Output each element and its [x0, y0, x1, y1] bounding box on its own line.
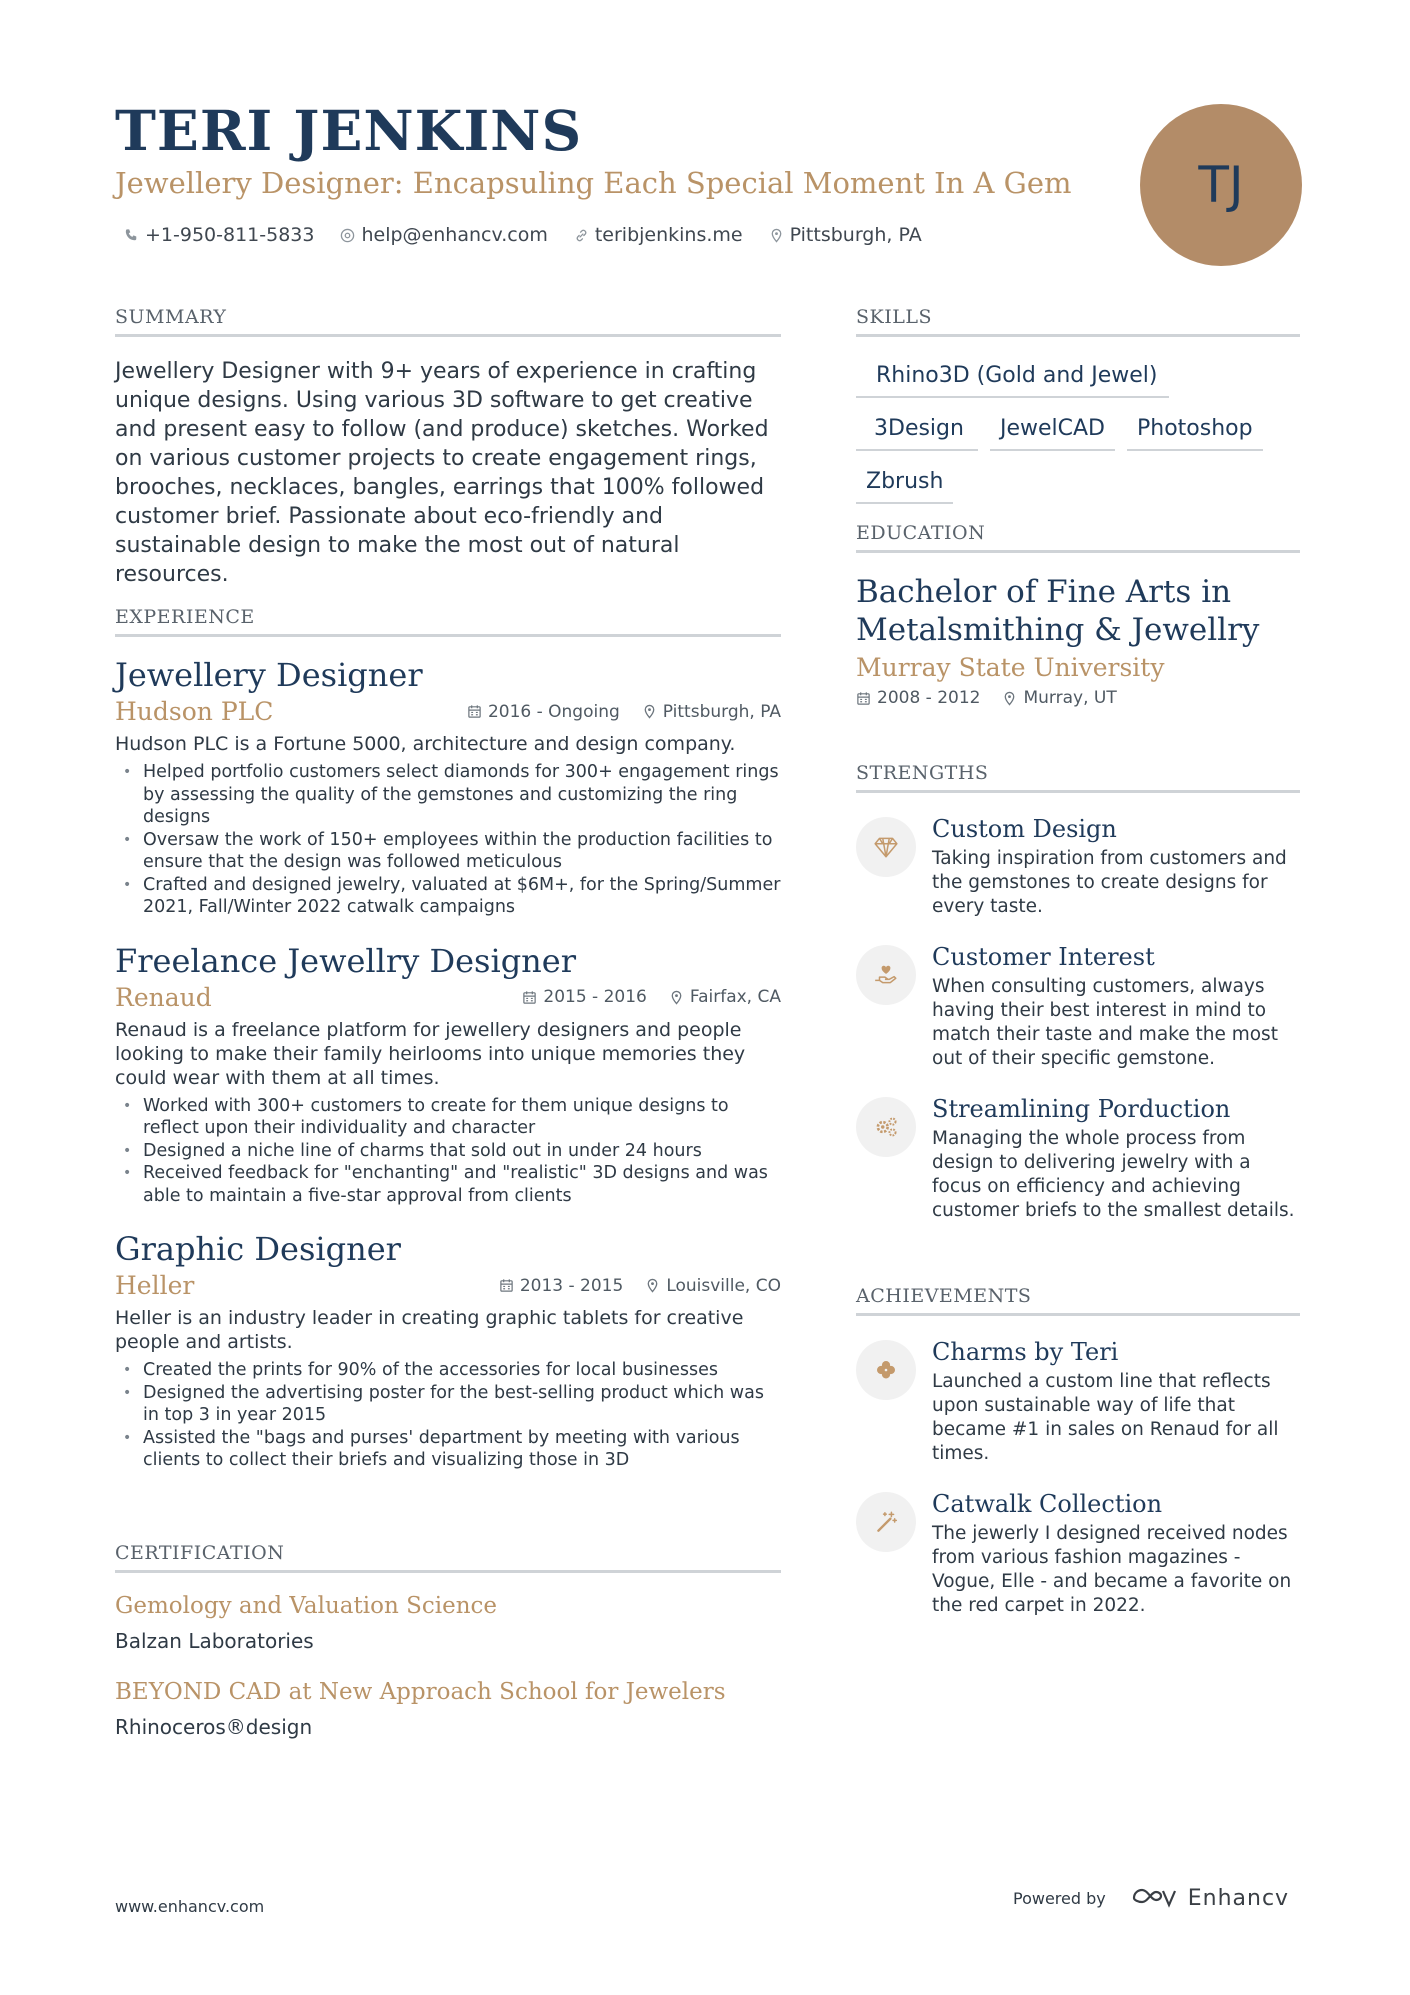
section-title: SUMMARY: [115, 306, 781, 337]
job-title: Freelance Jewellry Designer: [115, 941, 577, 980]
bullet-item: • Designed a niche line of charms that sold out in under 24 hours: [115, 1140, 781, 1163]
diamond-icon: [873, 834, 899, 860]
hand-heart-icon: [873, 962, 899, 988]
contact-website[interactable]: [574, 224, 743, 246]
job-location-text: Louisville, CO: [666, 1275, 781, 1296]
education-section: [856, 522, 1300, 708]
calendar-icon: [499, 1278, 514, 1293]
location-pin-icon: [669, 990, 684, 1005]
headline: Jewellery Designer: Encapsuling Each Special Moment In A Gem: [115, 166, 1072, 200]
degree-title: Bachelor of Fine Arts in Metalsmithing & Jewellry: [856, 574, 1260, 648]
bullet-item: • Assisted the "bags and purses' department by meeting with various clients to collect their briefs and visualizing those in 3D: [115, 1427, 781, 1472]
calendar-icon: [467, 704, 482, 719]
avatar-initials: TJ: [1198, 156, 1244, 214]
gears-icon: [873, 1114, 899, 1140]
strength-title: Custom Design: [932, 815, 1117, 843]
contact-email[interactable]: [340, 224, 547, 246]
at-icon: [340, 228, 355, 243]
contact-bar: [124, 224, 922, 246]
strength-title: Customer Interest: [932, 943, 1155, 971]
strength-item: [856, 943, 1300, 1071]
job-entry: [115, 1229, 781, 1472]
job-title: Jewellery Designer: [115, 656, 423, 694]
achievement-text: Launched a custom line that reflects upon sustainable way of life that became #1 in sales on Renaud for all times.: [932, 1371, 1279, 1464]
job-location-text: Fairfax, CA: [689, 987, 781, 1007]
skill-tag: 3Design: [856, 412, 978, 451]
job-entry: [115, 941, 781, 1208]
skill-tag: Zbrush: [856, 465, 953, 504]
school-name: Murray State University: [856, 653, 1165, 682]
skill-tag: Rhino3D (Gold and Jewel): [856, 359, 1169, 398]
brand-logo[interactable]: [1130, 1885, 1289, 1911]
job-dates-text: 2016 - Ongoing: [487, 701, 620, 722]
location-pin-icon: [769, 228, 784, 243]
certification-issuer: Balzan Laboratories: [115, 1629, 314, 1653]
job-description: Heller is an industry leader in creating graphic tablets for creative people and artists.: [115, 1307, 744, 1353]
contact-location: [769, 224, 922, 246]
summary-section: [115, 306, 781, 589]
strength-text: Managing the whole process from design to delivering jewelry with a focus on efficiency and achieving customer briefs to the smallest details.: [932, 1128, 1295, 1221]
job-dates: [499, 1276, 623, 1296]
email-text: help@enhancv.com: [361, 224, 548, 246]
location-pin-icon: [1002, 691, 1017, 706]
education-dates: [856, 688, 980, 708]
brand-name: Enhancv: [1187, 1885, 1290, 1911]
job-description: Renaud is a freelance platform for jewellery designers and people looking to make their family heirlooms into unique memories they could wear with them at all times.: [115, 1018, 746, 1089]
footer-branding: [1013, 1885, 1289, 1911]
achievement-title: Charms by Teri: [932, 1338, 1119, 1366]
strength-title: Streamlining Porduction: [932, 1095, 1231, 1123]
section-title: STRENGTHS: [856, 762, 1300, 793]
job-bullets: [115, 1359, 781, 1472]
section-title: EDUCATION: [856, 522, 1300, 553]
strengths-section: [856, 762, 1300, 1223]
job-description: Hudson PLC is a Fortune 5000, architecture and design company.: [115, 733, 736, 755]
achievement-title: Catwalk Collection: [932, 1490, 1163, 1518]
certification-item: [115, 1593, 781, 1653]
bullet-item: • Received feedback for "enchanting" and "realistic" 3D designs and was able to maintain a five-star approval from clients: [115, 1162, 781, 1207]
job-dates: [467, 702, 620, 722]
job-dates-text: 2013 - 2015: [519, 1275, 624, 1296]
link-icon: [574, 228, 589, 243]
location-pin-icon: [642, 704, 657, 719]
job-title: Graphic Designer: [115, 1230, 401, 1268]
certification-section: [115, 1542, 781, 1739]
job-bullets: [115, 761, 781, 919]
education-dates-text: 2008 - 2012: [877, 688, 981, 708]
phone-text: +1-950-811-5833: [145, 224, 315, 246]
location-pin-icon: [645, 1278, 660, 1293]
job-dates: [522, 987, 646, 1007]
company-name: Renaud: [115, 982, 212, 1012]
section-title: CERTIFICATION: [115, 1542, 781, 1573]
skills-section: [856, 306, 1300, 504]
strength-item: [856, 1095, 1300, 1223]
contact-phone[interactable]: [124, 224, 314, 246]
avatar: [1140, 104, 1302, 266]
bullet-item: • Worked with 300+ customers to create for them unique designs to reflect upon their individuality and character: [115, 1095, 781, 1140]
job-location-text: Pittsburgh, PA: [662, 701, 781, 722]
calendar-icon: [522, 990, 537, 1005]
education-meta: [856, 688, 1300, 708]
location-text: Pittsburgh, PA: [789, 224, 922, 246]
certification-name: Gemology and Valuation Science: [115, 1593, 498, 1619]
achievement-item: [856, 1338, 1300, 1466]
magic-wand-icon: [873, 1509, 899, 1535]
job-bullets: [115, 1095, 781, 1208]
bullet-item: • Helped portfolio customers select diamonds for 300+ engagement rings by assessing the quality of the gemstones and customizing the ring designs: [115, 761, 781, 829]
achievement-text: The jewerly I designed received nodes from various fashion magazines - Vogue, Elle - and became a favorite on the red carpet in 2022.: [932, 1523, 1292, 1616]
job-location: [669, 987, 781, 1007]
strength-item: [856, 815, 1300, 919]
enhancv-logo-icon: [1130, 1885, 1178, 1911]
section-title: SKILLS: [856, 306, 1300, 337]
summary-text: Jewellery Designer with 9+ years of experience in crafting unique designs. Using various 3D software to get creative and present easy to follow (and produce) sketches. Worked on various customer projects to create engagement rings, brooches, necklaces, bangles, earrings that 100% followed customer brief. Passionate about eco-friendly and sustainable design to make the most out of natural resources.: [115, 359, 769, 587]
bullet-item: • Crafted and designed jewelry, valuated at $6M+, for the Spring/Summer 2021, Fall/Winter 2022 catwalk campaigns: [115, 874, 781, 919]
job-location: [642, 702, 781, 722]
phone-icon: [124, 228, 139, 243]
candidate-name: TERI JENKINS: [115, 98, 583, 163]
strength-text: When consulting customers, always having their best interest in mind to match their taste and make the most out of their specific gemstone.: [932, 976, 1278, 1069]
certification-issuer: Rhinoceros®design: [115, 1715, 313, 1739]
section-title: ACHIEVEMENTS: [856, 1285, 1300, 1316]
company-name: Heller: [115, 1271, 195, 1300]
skill-tag: JewelCAD: [990, 412, 1115, 451]
job-location: [645, 1276, 781, 1296]
bullet-item: • Created the prints for 90% of the accessories for local businesses: [115, 1359, 781, 1382]
bullet-item: • Designed the advertising poster for the best-selling product which was in top 3 in year 2015: [115, 1382, 781, 1427]
certification-item: [115, 1679, 781, 1739]
skills-list: [856, 359, 1300, 504]
powered-by-label: Powered by: [1013, 1888, 1106, 1908]
bullet-item: • Oversaw the work of 150+ employees within the production facilities to ensure that the design was followed meticulous: [115, 829, 781, 874]
education-location: [1002, 688, 1116, 708]
achievements-section: [856, 1285, 1300, 1618]
achievement-item: [856, 1490, 1300, 1618]
clover-icon: [873, 1357, 899, 1383]
company-name: Hudson PLC: [115, 697, 274, 726]
certification-name: BEYOND CAD at New Approach School for Jewelers: [115, 1679, 726, 1705]
experience-section: [115, 606, 781, 1472]
skill-tag: Photoshop: [1127, 412, 1263, 451]
section-title: EXPERIENCE: [115, 606, 781, 637]
job-dates-text: 2015 - 2016: [543, 987, 647, 1007]
calendar-icon: [856, 691, 871, 706]
strength-text: Taking inspiration from customers and the gemstones to create designs for every taste.: [932, 848, 1287, 917]
website-text: teribjenkins.me: [594, 224, 743, 246]
footer-website[interactable]: www.enhancv.com: [115, 1897, 265, 1916]
job-entry: [115, 655, 781, 919]
education-location-text: Murray, UT: [1023, 688, 1117, 708]
